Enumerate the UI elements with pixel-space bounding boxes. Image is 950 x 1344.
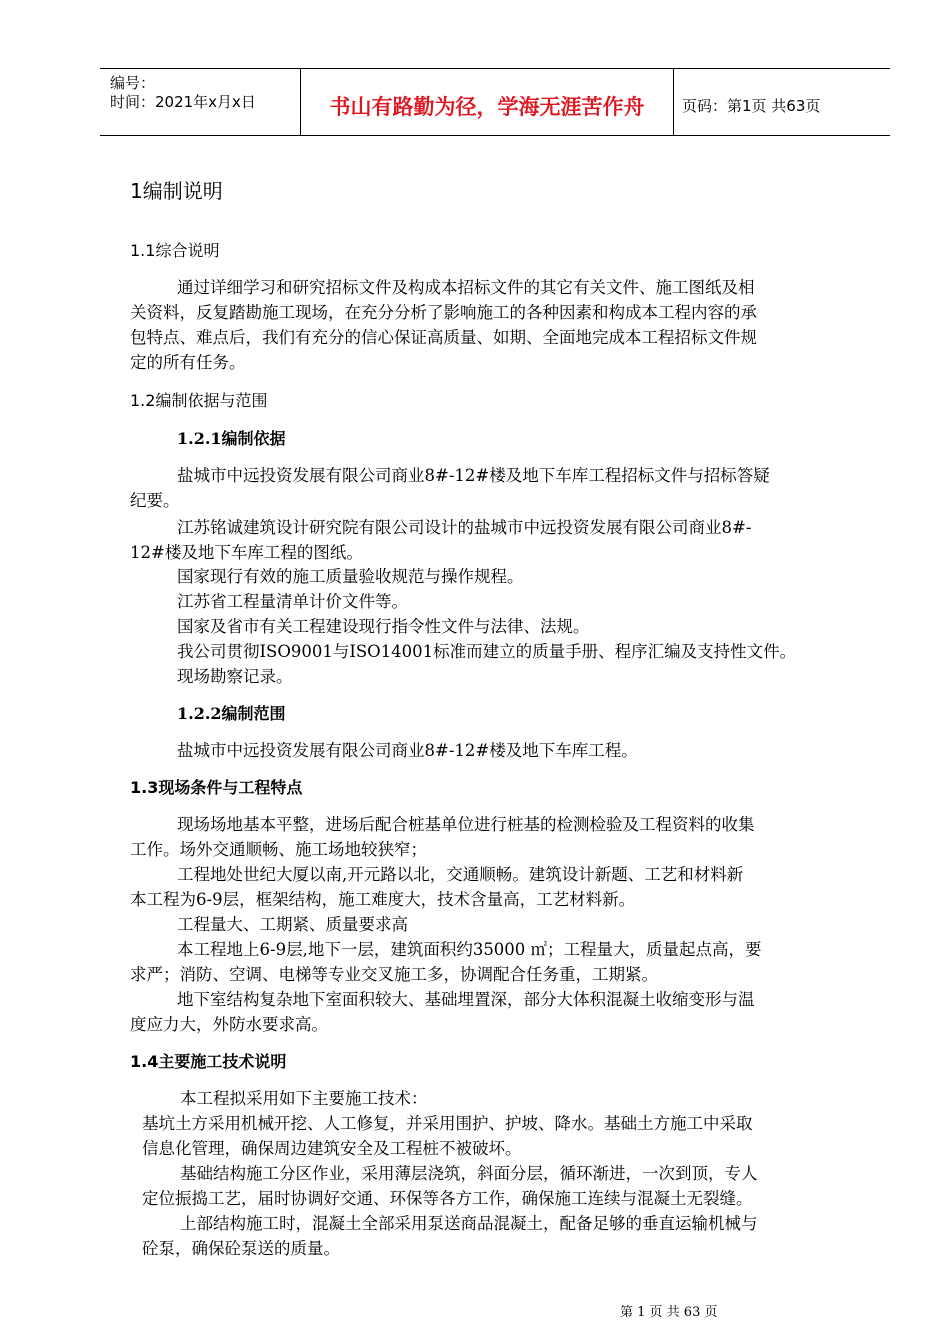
heading-1-2: 1.2编制依据与范围 <box>130 391 268 410</box>
page-footer: 第 1 页 共 63 页 <box>620 1305 718 1320</box>
para-2-line: 现场勘察记录。 <box>177 667 293 686</box>
para-4-line: 本工程地上6-9层,地下一层，建筑面积约35000 ㎡；工程量大，质量起点高，要 <box>177 940 762 959</box>
para-5-line: 基坑土方采用机械开挖、人工修复，并采用围护、护坡、降水。基础土方施工中采取 <box>142 1114 753 1133</box>
page-label: 页码：第1页 共63页 <box>682 97 821 115</box>
para-1-line: 定的所有任务。 <box>130 353 246 372</box>
heading-1-2-1: 1.2.1编制依据 <box>177 429 286 448</box>
para-4-line: 本工程为6-9层，框架结构，施工难度大，技术含量高，工艺材料新。 <box>130 890 636 909</box>
para-2-line: 国家及省市有关工程建设现行指令性文件与法律、法规。 <box>177 617 590 636</box>
para-4-line: 现场场地基本平整，进场后配合桩基单位进行桩基的检测检验及工程资料的收集 <box>177 815 755 834</box>
para-5-line: 砼泵，确保砼泵送的质量。 <box>142 1239 340 1258</box>
para-4-line: 地下室结构复杂地下室面积较大、基础埋置深，部分大体积混凝土收缩变形与温 <box>177 990 755 1009</box>
number-label: 编号： <box>110 74 156 92</box>
para-5-line: 定位振捣工艺，届时协调好交通、环保等各方工作，确保施工连续与混凝土无裂缝。 <box>142 1189 753 1208</box>
heading-1-2-2: 1.2.2编制范围 <box>177 704 286 723</box>
header-left-cell <box>100 69 301 135</box>
para-5-line: 信息化管理，确保周边建筑安全及工程桩不被破坏。 <box>142 1139 522 1158</box>
para-5-line: 本工程拟采用如下主要施工技术： <box>180 1089 428 1108</box>
motto: 书山有路勤为径，学海无涯苦作舟 <box>329 95 645 119</box>
heading-1: 1编制说明 <box>130 179 223 203</box>
para-3-line: 盐城市中远投资发展有限公司商业8#-12#楼及地下车库工程。 <box>177 741 638 760</box>
para-4-line: 工程地处世纪大厦以南,开元路以北，交通顺畅。建筑设计新题、工艺和材料新 <box>177 865 744 884</box>
para-4-line: 度应力大，外防水要求高。 <box>130 1015 328 1034</box>
para-4-line: 工作。场外交通顺畅、施工场地较狭窄； <box>130 840 427 859</box>
para-2-line: 江苏铭诚建筑设计研究院有限公司设计的盐城市中远投资发展有限公司商业8#- <box>177 518 752 537</box>
header-page-cell <box>674 69 890 135</box>
para-4-line: 求严；消防、空调、电梯等专业交叉施工多，协调配合任务重，工期紧。 <box>130 965 658 984</box>
para-5-line: 上部结构施工时，混凝土全部采用泵送商品混凝土，配备足够的垂直运输机械与 <box>180 1214 758 1233</box>
para-2-line: 我公司贯彻ISO9001与ISO14001标准而建立的质量手册、程序汇编及支持性文件。 <box>177 642 797 661</box>
para-1-line: 通过详细学习和研究招标文件及构成本招标文件的其它有关文件、施工图纸及相 <box>177 278 755 297</box>
page-header <box>100 68 890 136</box>
header-motto-cell <box>301 69 674 135</box>
para-2-line: 盐城市中远投资发展有限公司商业8#-12#楼及地下车库工程招标文件与招标答疑 <box>177 466 770 485</box>
para-2-line: 纪要。 <box>130 491 180 510</box>
para-5-line: 基础结构施工分区作业，采用薄层浇筑，斜面分层，循环渐进，一次到顶，专人 <box>180 1164 758 1183</box>
heading-1-1: 1.1综合说明 <box>130 241 220 260</box>
para-2-line: 江苏省工程量清单计价文件等。 <box>177 592 408 611</box>
para-2-line: 国家现行有效的施工质量验收规范与操作规程。 <box>177 567 524 586</box>
time-label: 时间：2021年x月x日 <box>110 93 256 111</box>
para-1-line: 包特点、难点后，我们有充分的信心保证高质量、如期、全面地完成本工程招标文件规 <box>130 328 757 347</box>
para-1-line: 关资料，反复踏勘施工现场，在充分分析了影响施工的各种因素和构成本工程内容的承 <box>130 303 757 322</box>
heading-1-3: 1.3现场条件与工程特点 <box>130 778 303 797</box>
para-4-line: 工程量大、工期紧、质量要求高 <box>177 915 408 934</box>
para-2-line: 12#楼及地下车库工程的图纸。 <box>130 543 363 562</box>
heading-1-4: 1.4主要施工技术说明 <box>130 1052 287 1071</box>
